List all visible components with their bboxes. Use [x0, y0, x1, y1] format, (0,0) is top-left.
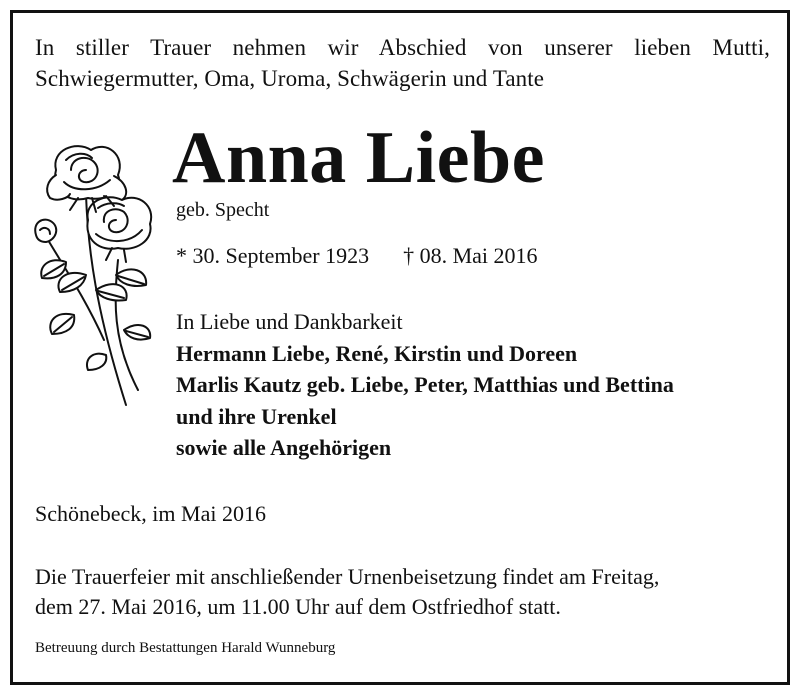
service-info: [35, 562, 770, 622]
intro-line-2: Schwiegermutter, Oma, Uroma, Schwägerin und Tante: [35, 66, 545, 91]
mourners-block: [176, 306, 674, 464]
service-line-1: Die Trauerfeier mit anschließender Urnenbeisetzung findet am Freitag,: [35, 564, 660, 589]
mourner-line: Hermann Liebe, René, Kirstin und Doreen: [176, 340, 578, 366]
intro-line-1: In stiller Trauer nehmen wir Abschied von unserer lieben Mutti,: [35, 35, 770, 60]
intro-text: [35, 32, 770, 94]
service-line-2: dem 27. Mai 2016, um 11.00 Uhr auf dem Ostfriedhof statt.: [35, 594, 561, 619]
birth-name: geb. Specht: [176, 199, 270, 221]
mourner-line: sowie alle Angehörigen: [176, 435, 392, 460]
undertaker-credit: Betreuung durch Bestattungen Harald Wunneburg: [35, 640, 336, 656]
birth-date: * 30. September 1923: [176, 243, 370, 268]
place-date: Schönebeck, im Mai 2016: [35, 501, 266, 526]
mourners-intro: In Liebe und Dankbarkeit: [176, 309, 403, 334]
rose-icon: [26, 140, 166, 420]
death-date: † 08. Mai 2016: [403, 243, 538, 268]
deceased-name: Anna Liebe: [172, 117, 546, 199]
mourner-line: Marlis Kautz geb. Liebe, Peter, Matthias und Bettina: [176, 372, 674, 397]
mourner-line: und ihre Urenkel: [176, 403, 337, 429]
life-dates: [176, 242, 538, 270]
